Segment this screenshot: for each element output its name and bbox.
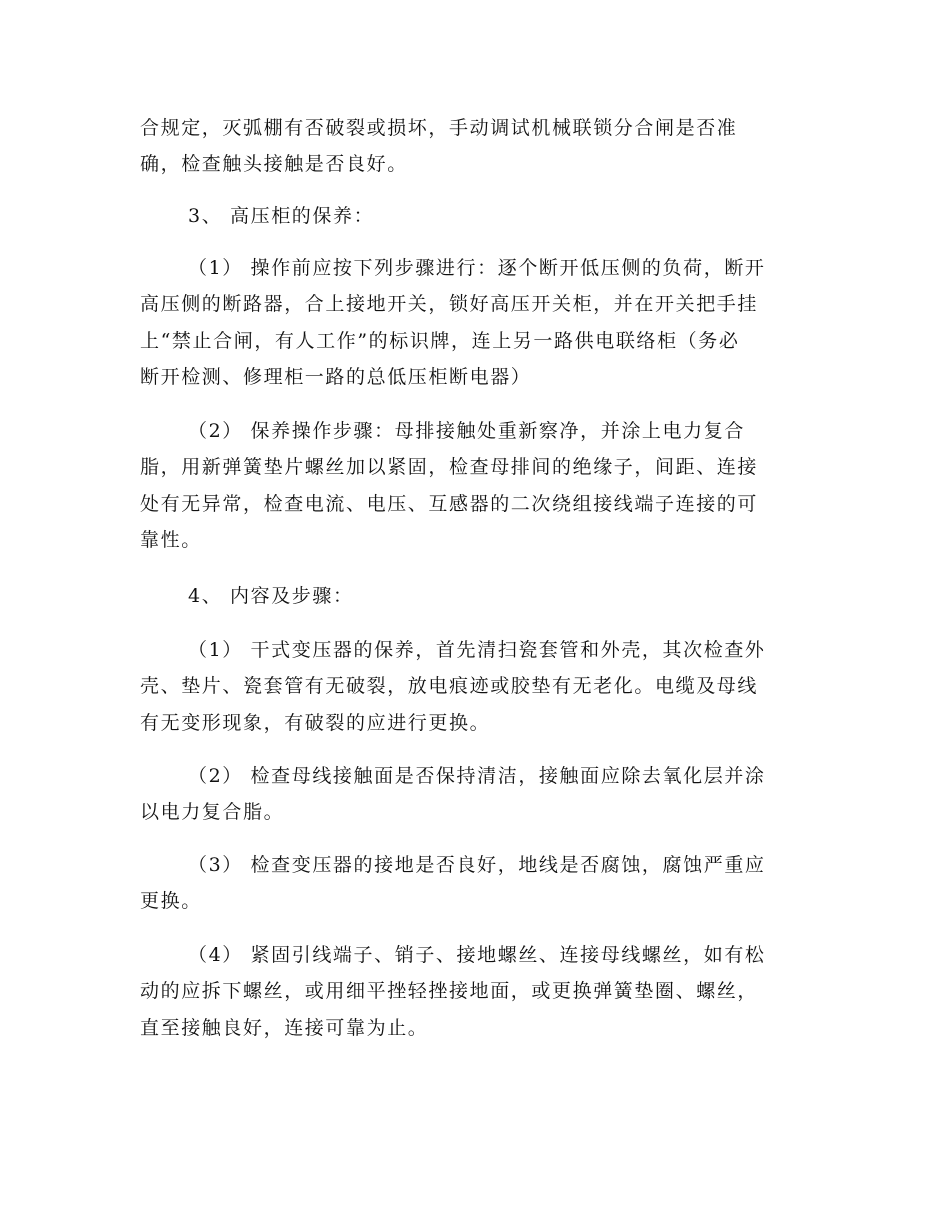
- text-line: 高压侧的断路器，合上接地开关，锁好高压开关柜，并在开关把手挂: [140, 293, 759, 316]
- section-number: 3、: [188, 205, 223, 227]
- text-line: 靠性。: [140, 528, 202, 551]
- text-line: 动的应拆下螺丝，或用细平挫轻挫接地面，或更换弹簧垫圈、螺丝，: [140, 980, 759, 1003]
- text-line: （1） 操作前应按下列步骤进行：逐个断开低压侧的负荷，断开: [188, 257, 766, 279]
- section-4-item-3: [140, 847, 812, 920]
- text-line: （1） 干式变压器的保养，首先清扫瓷套管和外壳，其次检查外: [188, 639, 766, 661]
- text-line: （2） 检查母线接触面是否保持清洁，接触面应除去氧化层并涂: [188, 765, 766, 787]
- text-line: （2） 保养操作步骤：母排接触处重新察净，并涂上电力复合: [188, 420, 745, 442]
- text-line: 确，检查触头接触是否良好。: [140, 153, 408, 176]
- section-4-heading: [188, 578, 354, 614]
- text-line: （4） 紧固引线端子、销子、接地螺丝、连接母线螺丝，如有松: [188, 944, 766, 966]
- section-3-item-1: [140, 250, 812, 395]
- section-title: 内容及步骤：: [230, 585, 354, 607]
- text-line: 更换。: [140, 890, 202, 913]
- text-line: 上“禁止合闸，有人工作”的标识牌，连上另一路供电联络柜（务必: [140, 329, 740, 352]
- text-line: 合规定，灭弧棚有否破裂或损坏，手动调试机械联锁分合闸是否准: [140, 117, 738, 139]
- section-title: 高压柜的保养：: [230, 205, 375, 227]
- section-4-item-1: [140, 632, 812, 741]
- text-line: （3） 检查变压器的接地是否良好，地线是否腐蚀，腐蚀严重应: [188, 854, 766, 876]
- section-3-item-2: [140, 413, 812, 558]
- section-4-item-2: [140, 758, 812, 831]
- section-4-item-4: [140, 937, 812, 1046]
- intro-paragraph: [140, 110, 812, 183]
- text-line: 脂，用新弹簧垫片螺丝加以紧固，检查母排间的绝缘子，间距、连接: [140, 456, 759, 479]
- text-line: 以电力复合脂。: [140, 801, 285, 824]
- section-3-heading: [188, 198, 374, 234]
- text-line: 直至接触良好，连接可靠为止。: [140, 1016, 429, 1039]
- section-number: 4、: [188, 585, 223, 607]
- text-line: 断开检测、修理柜一路的总低压柜断电器）: [140, 365, 532, 388]
- text-line: 有无变形现象，有破裂的应进行更换。: [140, 711, 491, 734]
- text-line: 处有无异常，检查电流、电压、互感器的二次绕组接线端子连接的可: [140, 492, 759, 515]
- text-line: 壳、垫片、瓷套管有无破裂，放电痕迹或胶垫有无老化。电缆及母线: [140, 675, 759, 698]
